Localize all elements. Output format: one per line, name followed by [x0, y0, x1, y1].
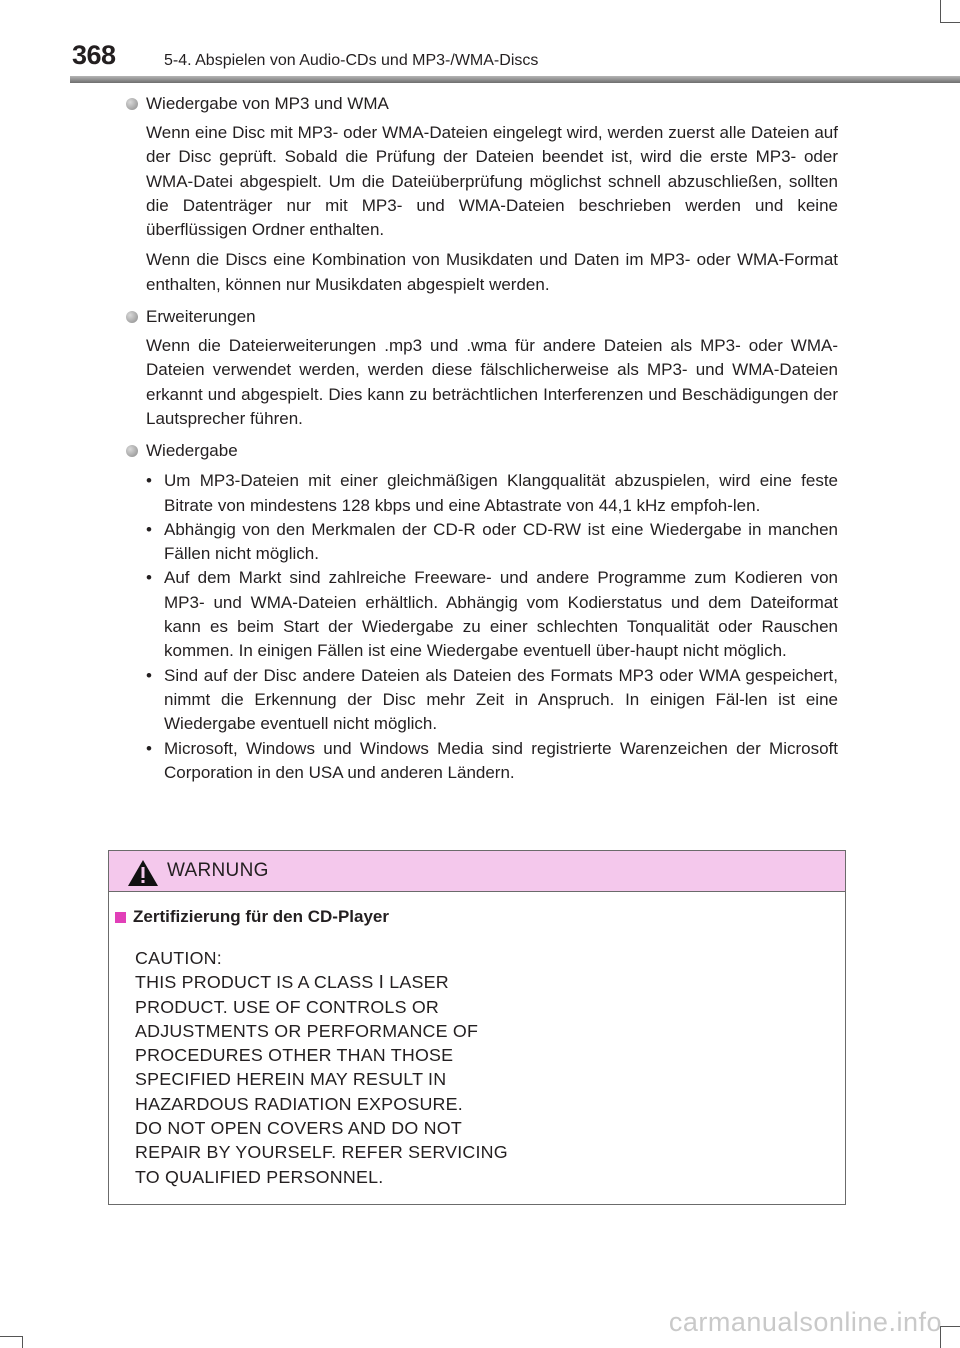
list-item: • Microsoft, Windows und Windows Media sind registrierte Warenzeichen der Microsoft Corporation in den USA und anderen Ländern.: [146, 737, 838, 786]
caution-line: PRODUCT. USE OF CONTROLS OR: [135, 996, 440, 1017]
bullet-list: [146, 469, 838, 785]
caution-line: HAZARDOUS RADIATION EXPOSURE.: [135, 1093, 463, 1114]
circle-bullet-icon: [126, 445, 138, 457]
section-heading: Erweiterungen: [126, 305, 838, 329]
caution-line: TO QUALIFIED PERSONNEL.: [135, 1166, 384, 1187]
circle-bullet-icon: [126, 311, 138, 323]
caution-line: THIS PRODUCT IS A CLASS Ⅰ LASER: [135, 972, 449, 993]
crop-mark: [940, 22, 960, 23]
crop-mark: [940, 0, 941, 22]
section-heading: Wiedergabe von MP3 und WMA: [126, 92, 838, 116]
watermark: carmanualsonline.info: [668, 1307, 942, 1337]
header-rule: [70, 76, 960, 83]
list-item: • Abhängig von den Merkmalen der CD-R oder CD-RW ist eine Wiedergabe in manchen Fällen nicht möglich.: [146, 518, 838, 567]
main-content: [126, 92, 838, 785]
crop-mark: [940, 1326, 960, 1327]
paragraph: Wenn die Discs eine Kombination von Musikdaten und Daten im MP3- oder WMA-Format enthalten, können nur Musikdaten abgespielt werden.: [146, 250, 838, 294]
warning-subheading: Zertifizierung für den CD-Player: [115, 907, 389, 927]
warning-triangle-icon: [127, 859, 159, 887]
warning-title: WARNUNG: [167, 860, 269, 881]
crop-mark: [22, 1336, 23, 1348]
caution-label: [135, 946, 508, 1189]
square-bullet-icon: [115, 912, 126, 923]
warning-box: [108, 850, 846, 1205]
list-item: • Um MP3-Dateien mit einer gleichmäßigen Klangqualität abzuspielen, wird eine feste Bitrate von mindestens 128 kbps und eine Abtastrate von 44,1 kHz empfoh-len.: [146, 469, 838, 518]
caution-line: PROCEDURES OTHER THAN THOSE: [135, 1045, 454, 1066]
chapter-title: 5-4. Abspielen von Audio-CDs und MP3-/WMA-Discs: [164, 52, 539, 69]
list-item: • Sind auf der Disc andere Dateien als Dateien des Formats MP3 oder WMA gespeichert, nimmt die Erkennung der Disc mehr Zeit in Anspruch. In einigen Fäl-len ist eine Wiedergabe eventuell nicht möglich.: [146, 664, 838, 737]
caution-line: CAUTION:: [135, 948, 222, 968]
list-item: • Auf dem Markt sind zahlreiche Freeware- und andere Programme zum Kodieren von MP3- und WMA-Dateien erhältlich. Abhängig vom Kodierstatus und dem Dateiformat kann es beim Start der Wiedergabe zu einer schlechten Tonqualität oder Rauschen kommen. In einigen Fällen ist eine Wiedergabe eventuell über-haupt nicht möglich.: [146, 566, 838, 663]
section-heading: Wiedergabe: [126, 439, 838, 463]
crop-mark: [0, 1336, 22, 1337]
caution-line: ADJUSTMENTS OR PERFORMANCE OF: [135, 1020, 479, 1041]
caution-line: REPAIR BY YOURSELF. REFER SERVICING: [135, 1142, 508, 1163]
paragraph: Wenn eine Disc mit MP3- oder WMA-Dateien eingelegt wird, werden zuerst alle Dateien auf der Disc geprüft. Sobald die Prüfung der Dateien beendet ist, wird die erste MP3- oder WMA-Datei abgespielt. Um die Dateiüberprüfung möglichst schnell abzuschließen, sollten die Datenträger nur mit MP3- und WMA-Dateien beschrieben werden und keine überflüssigen Ordner enthalten.: [146, 123, 838, 240]
caution-line: SPECIFIED HEREIN MAY RESULT IN: [135, 1069, 447, 1090]
circle-bullet-icon: [126, 98, 138, 110]
caution-line: DO NOT OPEN COVERS AND DO NOT: [135, 1118, 462, 1139]
warning-header: [109, 851, 845, 892]
page-number: 368: [72, 40, 116, 70]
paragraph: Wenn die Dateierweiterungen .mp3 und .wma für andere Dateien als MP3- oder WMA-Dateien verwendet werden, werden diese fälschlicherweise als MP3- und WMA-Dateien erkannt und abgespielt. Dies kann zu beträchtlichen Interferenzen und Beschädigungen der Lautsprecher führen.: [146, 336, 838, 428]
